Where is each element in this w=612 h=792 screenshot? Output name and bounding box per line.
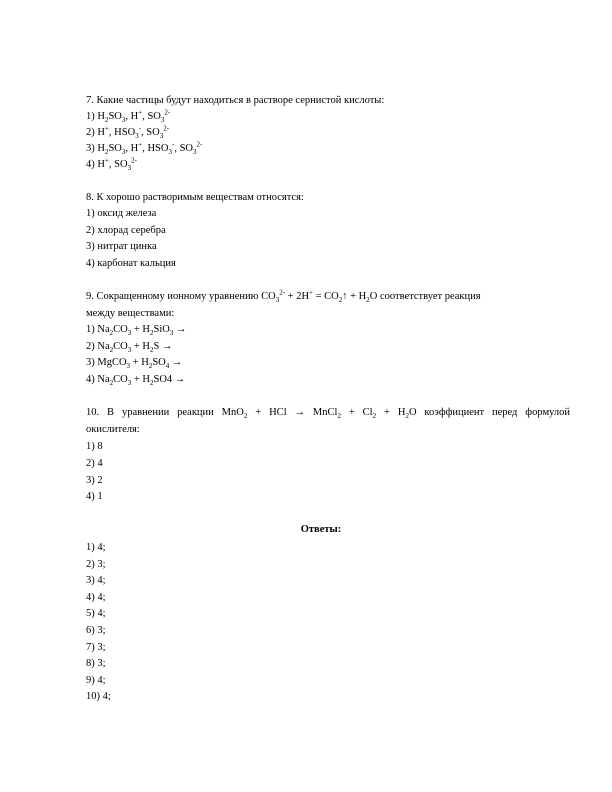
question-10-text-line-2: окислителя: [86,424,140,435]
answer-item: 10) 4; [86,691,111,702]
question-7-option-3: 3) $H_2SO_3$, H+, $HSO_3^-$, $SO_3^{2-}$ [86,140,203,157]
question-9-text-line-2: между веществами: [86,308,175,319]
question-8-option-3: 3) нитрат цинка [86,241,157,252]
question-9-option-2: 2) $Na_2CO_3 + H_2S$ → [86,341,173,355]
answers-title: Ответы: [300,524,342,535]
question-7-option-1: 1) $H_2SO_3$, H+, $SO_3^{2-}$ [86,108,171,125]
answer-item: 8) 3; [86,658,106,669]
question-7-option-4: 4) H+, $SO_3^{2-}$ [86,156,137,173]
question-8-option-1: 1) оксид железа [86,208,157,219]
question-10-option-1: 1) 8 [86,441,103,452]
question-10-text: 10. В уравнении реакции MnO$_2$ + HCl → MnCl$_2$ + $Cl_2 + H_2O$ коэффициент перед формулой [86,407,570,421]
answer-item: 6) 3; [86,625,106,636]
question-7-text: 7. Какие частицы будут находиться в растворе сернистой кислоты: [86,95,385,106]
question-10-option-3: 3) 2 [86,475,103,486]
question-7-option-2: 2) H+, $HSO_3^-$, $SO_3^{2-}$ [86,124,170,141]
question-9-option-3: 3) MgCO$_3$ + $H_2SO_4$ → [86,357,183,371]
question-9-option-1: 1) $Na_2CO_3 + H_2SiO_3$ → [86,324,187,338]
question-9-option-4: 4) $Na_2CO_3 + H_2SO4$ → [86,374,186,388]
answer-item: 9) 4; [86,675,106,686]
answer-item: 2) 3; [86,559,106,570]
question-10-option-2: 2) 4 [86,458,103,469]
answer-item: 5) 4; [86,608,106,619]
question-8-option-2: 2) хлорад серебра [86,225,166,236]
question-9-text: 9. Сокращенному ионному уравнению $CO_3^{2-} + 2H^+$ = $CO_2↑ + H_2O$ соответствует реакция [86,288,481,305]
answer-item: 7) 3; [86,642,106,653]
answer-item: 4) 4; [86,592,106,603]
answer-item: 3) 4; [86,575,106,586]
question-10-option-4: 4) 1 [86,491,103,502]
question-8-option-4: 4) карбонат кальция [86,258,176,269]
question-8-text: 8. К хорошо растворимым веществам относятся: [86,192,304,203]
answer-item: 1) 4; [86,542,106,553]
